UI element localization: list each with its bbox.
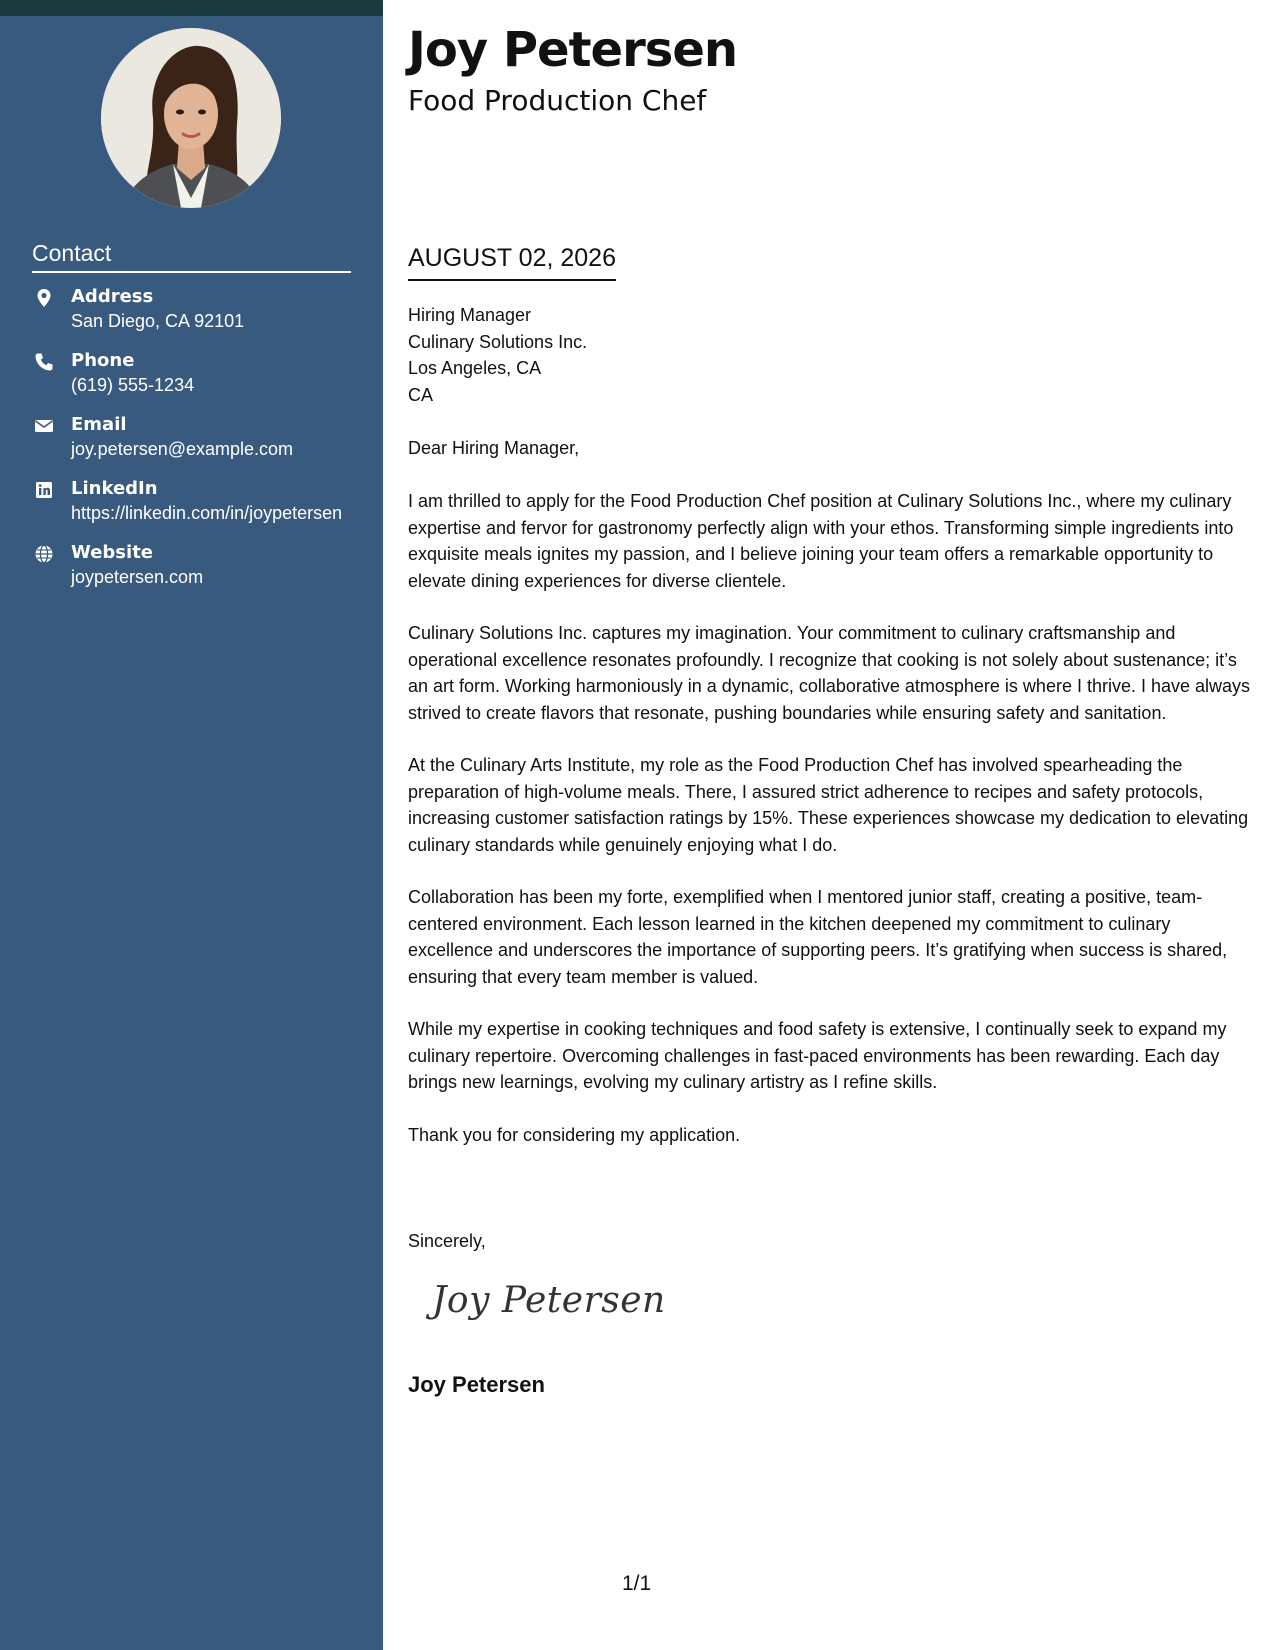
contact-item-phone: [32, 348, 352, 397]
contact-list: [32, 284, 352, 604]
closing: Sincerely,: [408, 1231, 486, 1251]
letter-date: AUGUST 02, 2026: [408, 244, 616, 281]
recipient-line: Hiring Manager: [408, 305, 532, 325]
linkedin-icon: [34, 480, 54, 500]
phone-label: Phone: [71, 350, 135, 371]
applicant-name: Joy Petersen: [408, 22, 738, 78]
contact-item-website: [32, 540, 352, 589]
page-number: 1/1: [622, 1572, 652, 1595]
job-title: Food Production Chef: [408, 84, 707, 117]
body-paragraph: I am thrilled to apply for the Food Production Chef position at Culinary Solutions Inc., where my culinary expertise and fervor for gastronomy perfectly align with your ethos. Transforming simple ingredients into exquisite meals ignites my passion, and I believe joining your team offers a remarkable opportunity to elevate dining experiences for diverse clientele.: [408, 491, 1234, 591]
envelope-icon: [34, 416, 54, 436]
address-value: San Diego, CA 92101: [71, 311, 245, 331]
recipient-line: Los Angeles, CA: [408, 358, 542, 378]
salutation: Dear Hiring Manager,: [408, 438, 580, 458]
signer-name: Joy Petersen: [408, 1372, 545, 1397]
recipient-line: Culinary Solutions Inc.: [408, 331, 588, 352]
globe-icon: [34, 544, 54, 564]
email-label: Email: [71, 414, 127, 435]
body-paragraph: Collaboration has been my forte, exemplified when I mentored junior staff, creating a positive, team-centered environment. Each lesson learned in the kitchen deepened my commitment to culinary excellence and underscores the importance of supporting peers. It’s gratifying when success is shared, ensuring that every team member is valued.: [408, 887, 1228, 987]
body-paragraph: Culinary Solutions Inc. captures my imagination. Your commitment to culinary craftsmanship and operational excellence resonates profoundly. I recognize that cooking is not solely about sustenance; it’s an art form. Working harmoniously in a dynamic, collaborative atmosphere is where I thrive. I have always strived to create flavors that resonate, pushing boundaries while ensuring safety and sanitation.: [408, 623, 1251, 723]
linkedin-value[interactable]: https://linkedin.com/in/joypetersen: [71, 503, 343, 523]
letter-main: [408, 0, 1253, 1650]
body-paragraph: Thank you for considering my application.: [408, 1124, 741, 1145]
handwritten-signature: Joy Petersen: [432, 1280, 666, 1321]
website-label: Website: [71, 542, 154, 563]
recipient-block: [408, 302, 587, 408]
linkedin-label: LinkedIn: [71, 478, 158, 499]
avatar: [101, 28, 281, 208]
contact-item-address: [32, 284, 352, 333]
email-value[interactable]: joy.petersen@example.com: [71, 439, 294, 459]
body-paragraph: At the Culinary Arts Institute, my role as the Food Production Chef has involved spearheading the preparation of high-volume meals. There, I assured strict adherence to recipes and safety protocols, increasing customer satisfaction ratings by 15%. These experiences showcase my dedication to elevating culinary standards while genuinely enjoying what I do.: [408, 755, 1249, 855]
letter-body: [408, 488, 1253, 1174]
contact-item-linkedin: [32, 476, 352, 525]
recipient-line: CA: [408, 384, 434, 405]
sidebar: [0, 0, 383, 1650]
sidebar-top-bar: [0, 0, 383, 16]
phone-value[interactable]: (619) 555-1234: [71, 375, 195, 395]
website-value[interactable]: joypetersen.com: [71, 567, 204, 587]
contact-item-email: [32, 412, 352, 461]
phone-icon: [34, 352, 54, 372]
location-pin-icon: [34, 288, 54, 308]
contact-heading: Contact: [32, 240, 351, 273]
body-paragraph: While my expertise in cooking techniques and food safety is extensive, I continually seek to expand my culinary repertoire. Overcoming challenges in fast-paced environments has been rewarding. Each day brings new learnings, evolving my culinary artistry as I refine skills.: [408, 1019, 1227, 1092]
address-label: Address: [71, 286, 154, 307]
